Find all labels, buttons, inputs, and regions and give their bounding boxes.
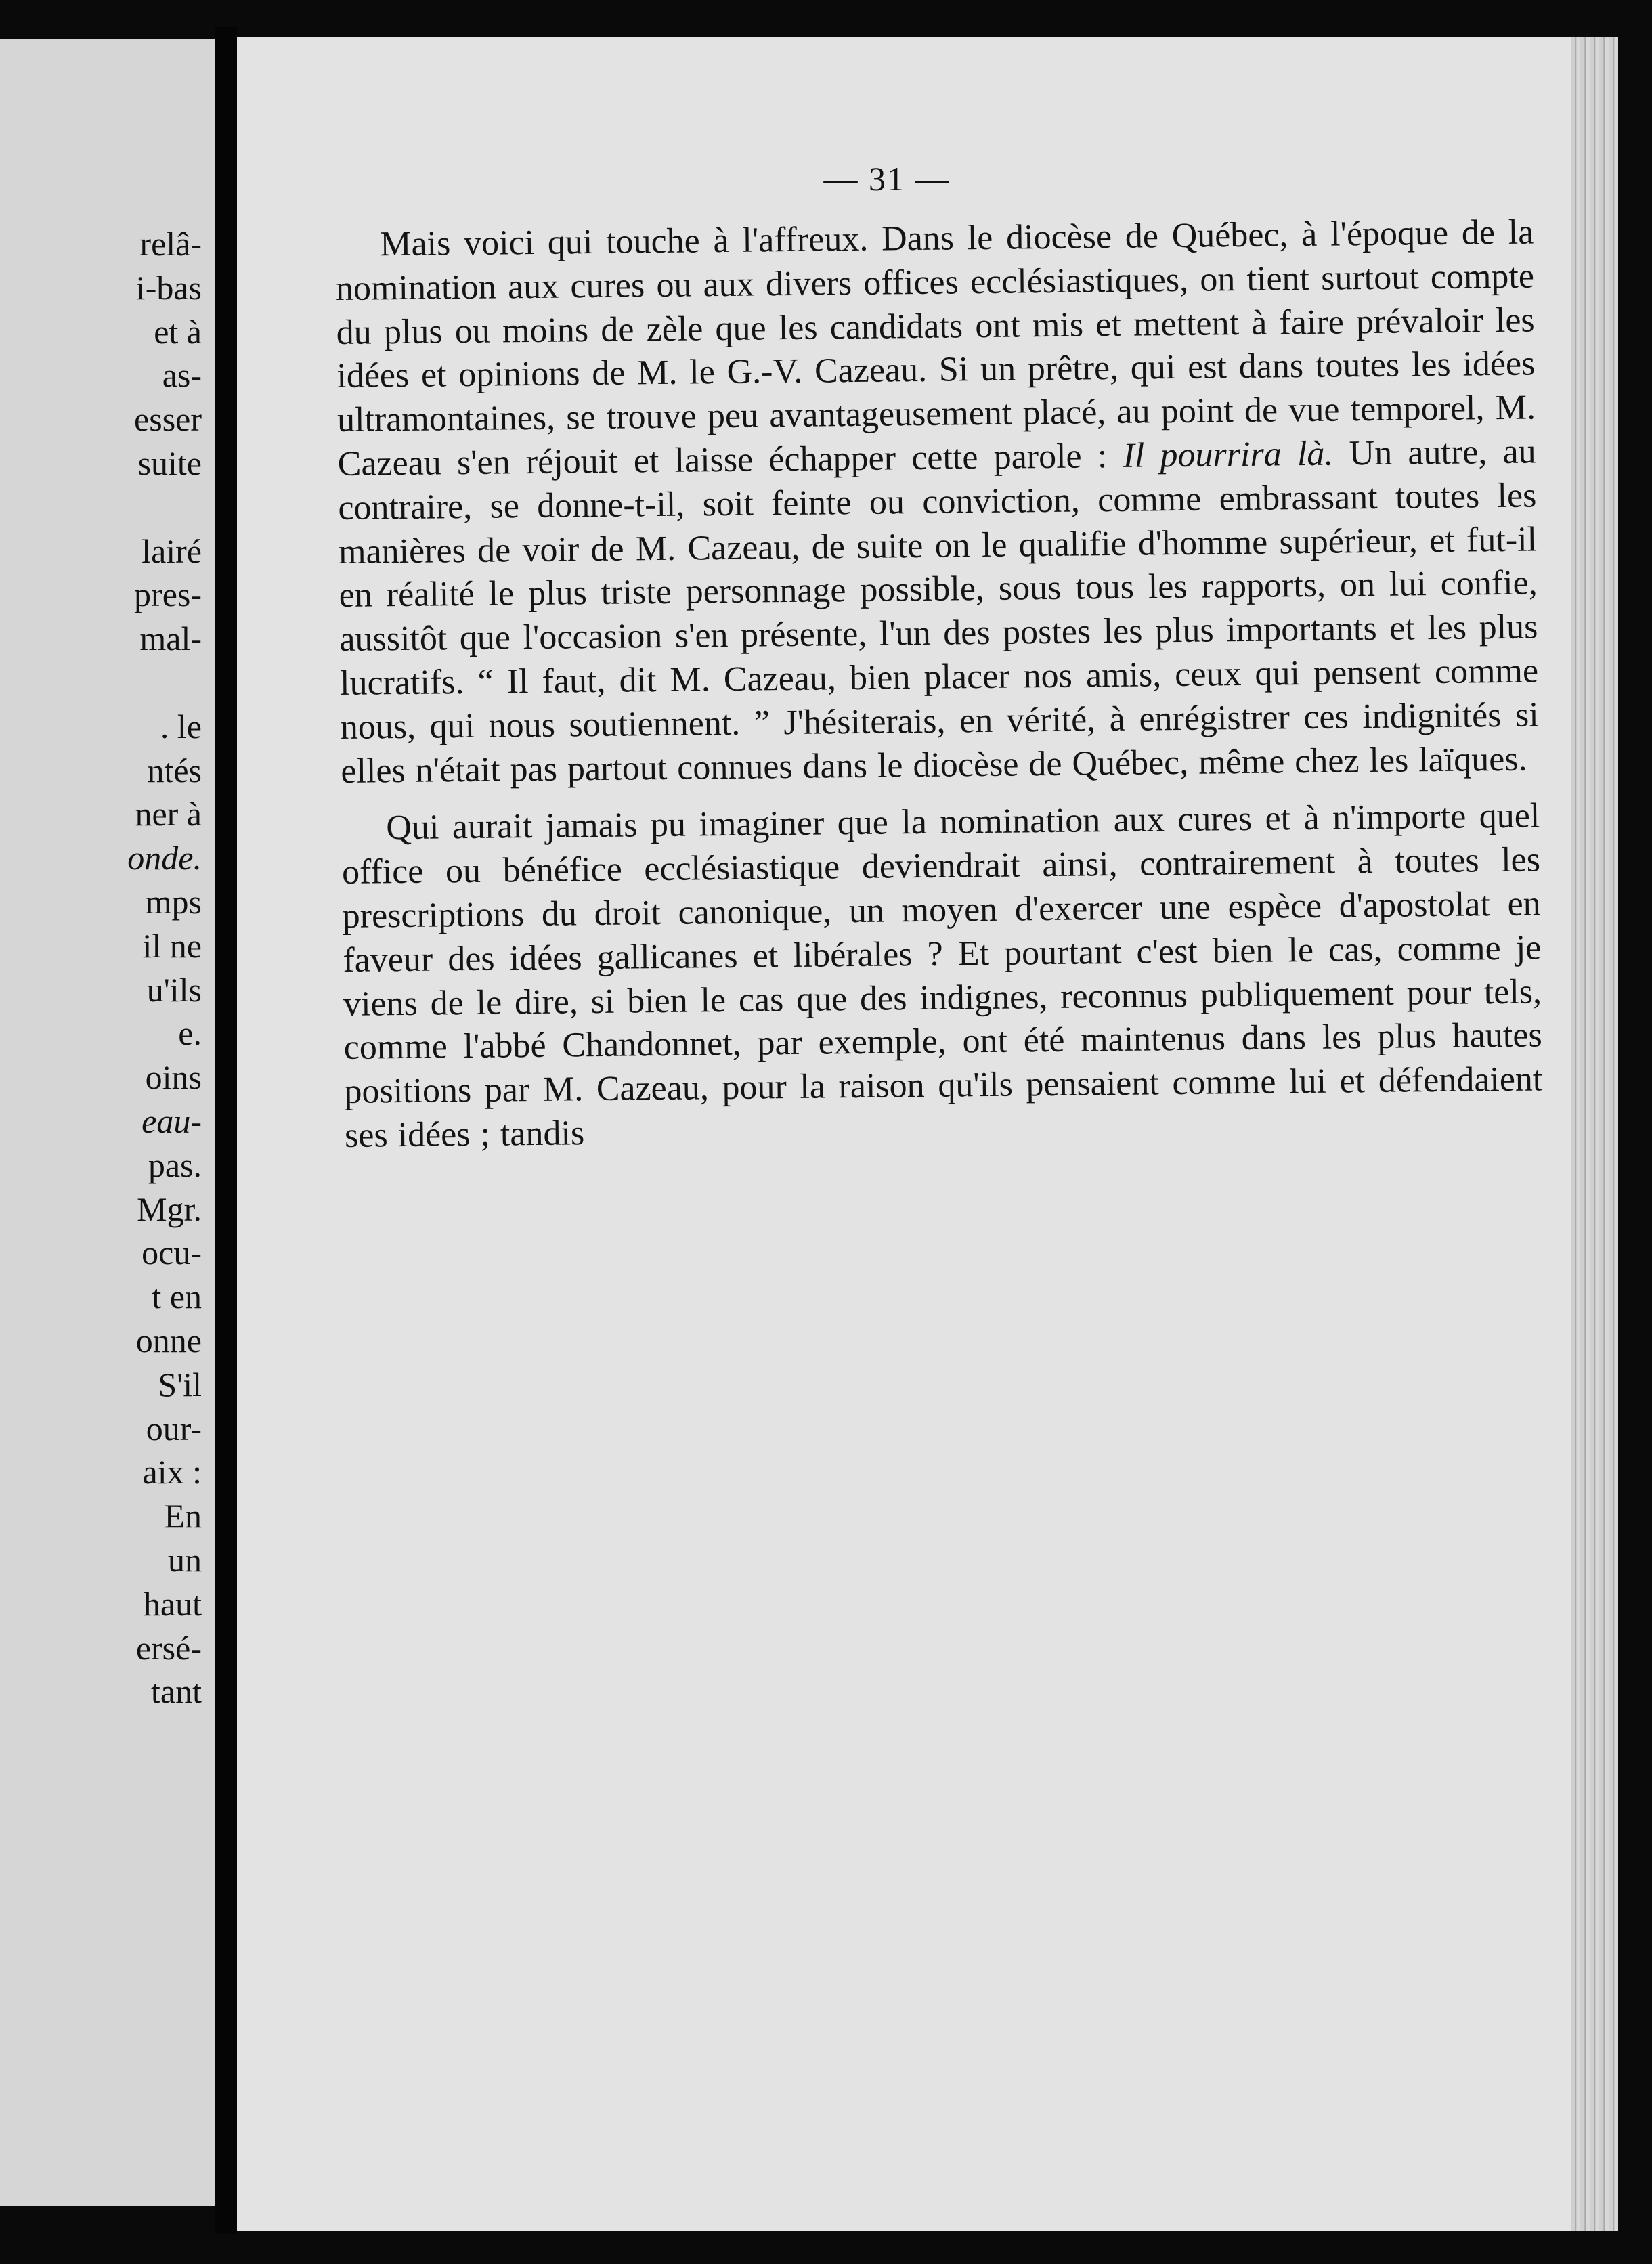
left-page-line: Mgr. [137, 1190, 202, 1228]
left-page-line [0, 485, 202, 529]
page-number: — 31 — [823, 160, 951, 198]
left-page-line: as- [162, 356, 202, 395]
left-page-line: pas. [148, 1146, 202, 1184]
left-page-line: eau- [142, 1102, 202, 1140]
left-page-line: pres- [134, 575, 202, 614]
left-page-line: onde. [127, 839, 202, 877]
left-page-line: our- [146, 1409, 202, 1447]
left-page-line [0, 661, 202, 705]
paragraph-2-text: Qui aurait jamais pu imaginer que la nomination aux cures et à n'importe quel office ou bénéfice ecclésiastique deviendrait ainsi, contrairement à toutes les prescriptions du droit canonique, un moyen d'exercer une espèce d'apostolat en faveur des idées gallicanes et libérales ? Et pourtant c'est bien le cas, comme je viens de le dire, si bien le cas que des indignes, reconnus publiquement pour tels, comme l'abbé Chandonnet, par exemple, ont été maintenus dans les plus hautes positions par M. Cazeau, pour la raison qu'ils pensaient comme lui et défendaient ses idées ; tandis [341, 796, 1543, 1155]
left-page-line: i-bas [135, 268, 202, 307]
left-page-line: ersé- [135, 1628, 202, 1667]
left-page-line: e. [178, 1014, 202, 1053]
paragraph-1-italic-quote: Il pourrira là. [1123, 434, 1334, 475]
left-page-line: relâ- [139, 225, 202, 263]
left-page-line: haut [143, 1584, 202, 1623]
page-edges [1571, 37, 1618, 2231]
left-page-line: S'il [158, 1365, 202, 1403]
left-page-line-fragments [0, 222, 202, 1714]
paragraph-1-text-start: Mais voici qui touche à l'affreux. Dans le diocèse de Québec, à l'époque de la nomination aux cures ou aux divers offices ecclésiastiques, on tient surtout compte du plus ou moins de zèle que les candidats ont mis et mettent à faire prévaloir les idées et opinions de M. le G.-V. Cazeau. Si un prêtre, qui est dans toutes les idées ultramontaines, se trouve peu avantageusement placé, au point de vue temporel, M. Cazeau s'en réjouit et laisse échapper cette parole : [335, 213, 1536, 483]
left-page-line: esser [134, 400, 202, 439]
left-page-line: aix : [142, 1453, 202, 1492]
left-page-line: et à [154, 312, 202, 351]
right-page [237, 37, 1618, 2231]
left-page-line: il ne [142, 926, 202, 965]
paragraph-2 [341, 795, 1543, 1158]
left-page-line: t en [152, 1278, 202, 1316]
book-gutter [215, 27, 237, 2234]
left-page-line: u'ils [146, 970, 202, 1009]
left-page-line: . le [160, 707, 202, 745]
body-text [335, 211, 1543, 1158]
left-page-line: suite [137, 443, 202, 482]
paragraph-1 [335, 211, 1540, 793]
paragraph-indent [336, 255, 381, 256]
left-page-line: lairé [142, 531, 202, 570]
left-page-line: onne [135, 1321, 202, 1359]
left-page-line: mal- [139, 619, 202, 658]
left-page-line: mps [145, 882, 202, 921]
left-page-line: ntés [147, 751, 202, 789]
left-page-line: tant [151, 1672, 202, 1711]
paragraph-1-text-end: Un autre, au contraire, se donne-t-il, soit feinte ou conviction, comme embrassant toutes les manières de voir de M. Cazeau, de suite on le qualifie d'homme supérieur, et fut-il en réalité le plus triste personnage possible, sous tous les rapports, on lui confie, aussitôt que l'occasion s'en présente, l'un des postes les plus importants et les plus lucratifs. “ Il faut, dit M. Cazeau, bien placer nos amis, ceux qui pensent comme nous, qui nous soutiennent. ” J'hésiterais, en vérité, à enrégistrer ces indignités si elles n'était pas partout connues dans le diocèse de Québec, même chez les laïques. [338, 432, 1539, 791]
left-page-line: ocu- [142, 1234, 202, 1272]
left-page-line: un [168, 1540, 202, 1579]
left-facing-page [0, 39, 215, 2206]
left-page-line: En [164, 1497, 202, 1536]
left-page-line: ner à [135, 795, 202, 833]
left-page-line: oins [145, 1058, 202, 1097]
